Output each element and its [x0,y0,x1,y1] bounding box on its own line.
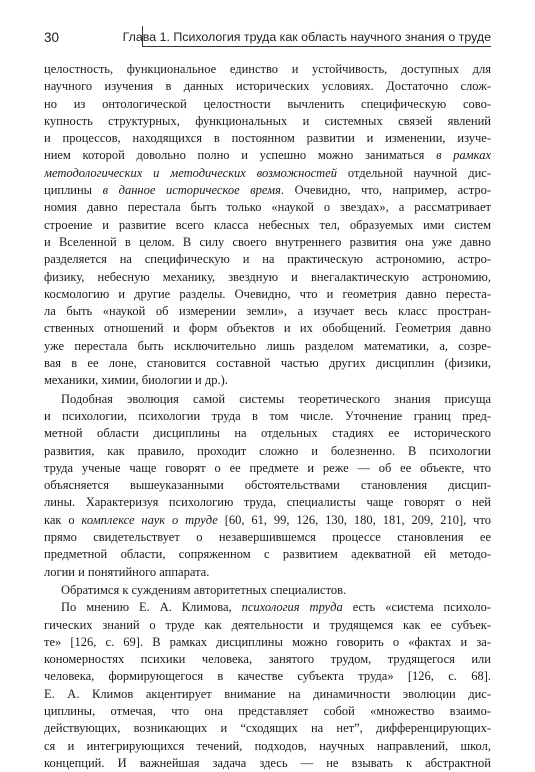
text-run: научного изучения в данных исторических условиях. Достаточно слож- [44,79,491,94]
text-line [44,165,491,182]
text-line [44,703,491,720]
text-run: и психологии, психологии труда в том числе. Уточнение границ пред- [44,408,491,423]
text-line [44,320,491,337]
text-run: разделяется на специфическую и на практическую астрономию, астро- [44,252,491,267]
text-line [44,96,491,113]
text-run: номия давно перестала быть только «наукой о звездах», а рассматривает [44,200,491,215]
text-run: предметной области, сопряженном с развитием адекватной ей методо- [44,547,491,562]
text-line [44,529,491,546]
text-run: развития, как правило, проходит сложно и болезненно. В психологии [44,443,491,458]
header-horizontal-rule [142,46,491,47]
text-run: целостность, функциональное единство и устойчивость, доступных для [44,62,491,76]
text-run: физику, небесную механику, звездную и внегалактическую астрономию, [44,269,491,284]
text-line [44,460,491,477]
text-run: вая в ее лоне, становится составной частью других дисциплин (физики, [44,356,491,371]
text-run: космологию и другие разделы. Очевидно, что и геометрия давно переста- [44,286,491,301]
text-run: но из онтологической целостности вычленить специфическую сово- [44,96,491,111]
text-line [44,182,491,199]
text-line [44,286,491,303]
text-line [44,617,491,634]
body-text [44,61,491,772]
text-run: циплины, отмечая, что она представляет собой «множество взаимо- [44,703,491,718]
text-run: строение и развитие всего класса небесных тел, образуемых ими систем [44,217,491,232]
page-number: 30 [44,30,60,45]
text-line [44,355,491,372]
text-run: прямо свидетельствует о незавершившемся процессе становления ее [44,530,491,545]
text-run: купность структурных, функциональных и системных связей явлений [44,113,491,128]
italic-phrase: в данное историческое время [102,183,281,198]
text-run: ственных отношений и форм объектов и их обобщений. Геометрия давно [44,321,491,336]
text-line [44,78,491,95]
text-line [44,443,491,460]
text-run: и Вселенной в целом. В силу своего внутреннего развития она уже давно [44,234,491,249]
text-line [44,130,491,147]
text-line [44,599,491,616]
text-line [44,391,491,408]
text-line [44,234,491,251]
text-line [44,61,491,78]
text-run: отдельной научной дис- [337,165,491,180]
text-line [44,634,491,651]
text-run: человека, формирующегося в качестве субъекта труда» [126, с. 68]. [44,669,491,684]
text-line [44,686,491,703]
text-line [44,113,491,130]
text-line [44,251,491,268]
text-line [44,738,491,755]
text-line [44,338,491,355]
italic-phrase: комплексе наук о труде [81,512,218,527]
text-line [44,477,491,494]
running-head: Глава 1. Психология труда как область научного знания о труде [122,30,491,44]
text-run: концепций. И важнейшая задача здесь — не взывать к абстрактной [44,755,491,770]
text-run: уже перестала быть исключительно лишь разделом математики, а, созре- [44,338,491,353]
text-run: механики, химии, биологии и др.). [44,373,228,388]
text-line [44,372,491,389]
text-run: гических знаний о труде как деятельности и трудящемся как ее субъек- [44,617,491,632]
italic-phrase: в рамках [436,148,491,163]
text-run: циплины [44,183,103,198]
text-line [44,217,491,234]
text-run: труда ученые чаще говорят о ее предмете и реже — об ее объекте, что [44,460,491,475]
text-line [44,755,491,772]
text-run: [60, 61, 99, 126, 130, 180, 181, 209, 210], что [217,512,491,527]
text-run: те» [126, с. 69]. В рамках дисциплины можно говорить о «фактах и за- [44,634,491,649]
italic-phrase: методологических и методических возможностей [44,165,337,180]
text-run: и процессов, находящихся в постоянном развитии и изменении, изуче- [44,131,491,146]
text-line [44,269,491,286]
text-run: действующих, возникающих и “сходящих на нет”, дифференцирующих- [44,721,491,736]
text-line [44,408,491,425]
page-header [44,26,491,52]
text-run: ла быть «наукой об измерении земли», а изучает весь класс простран- [44,304,491,319]
text-line [44,651,491,668]
text-run: объясняется вышеуказанными обстоятельствами становления дисцип- [44,478,491,493]
text-run: лины. Характеризуя психологию труда, специалисты чаще говорят о ней [44,495,491,510]
text-run: Подобная эволюция самой системы теоретического знания присуща [61,391,491,406]
text-line [44,668,491,685]
text-line [44,564,491,581]
text-run: как о [44,512,82,527]
text-line [44,512,491,529]
text-run: логии и понятийного аппарата. [44,564,210,579]
text-run: кономерностях психики человека, занятого трудом, трудящегося или [44,652,491,667]
text-line [44,546,491,563]
text-line [44,425,491,442]
text-line [44,582,491,599]
text-run: Обратимся к суждениям авторитетных специалистов. [61,582,347,597]
italic-phrase: психология труда [241,600,343,615]
text-line [44,199,491,216]
text-run: метной области дисциплины на отдельных стадиях ее исторического [44,426,491,441]
text-run: нием которой довольно полно и успешно можно заниматься [44,148,437,163]
text-line [44,147,491,164]
text-line [44,303,491,320]
text-run: ся и интегрирующихся течений, подходов, научных направлений, школ, [44,738,491,753]
text-run: есть «система психоло- [342,600,491,615]
text-run: . Очевидно, что, например, астро- [280,183,491,198]
text-line [44,494,491,511]
text-run: Е. А. Климов акцентирует внимание на динамичности эволюции дис- [44,686,491,701]
text-line [44,720,491,737]
text-run: По мнению Е. А. Климова, [61,600,242,615]
